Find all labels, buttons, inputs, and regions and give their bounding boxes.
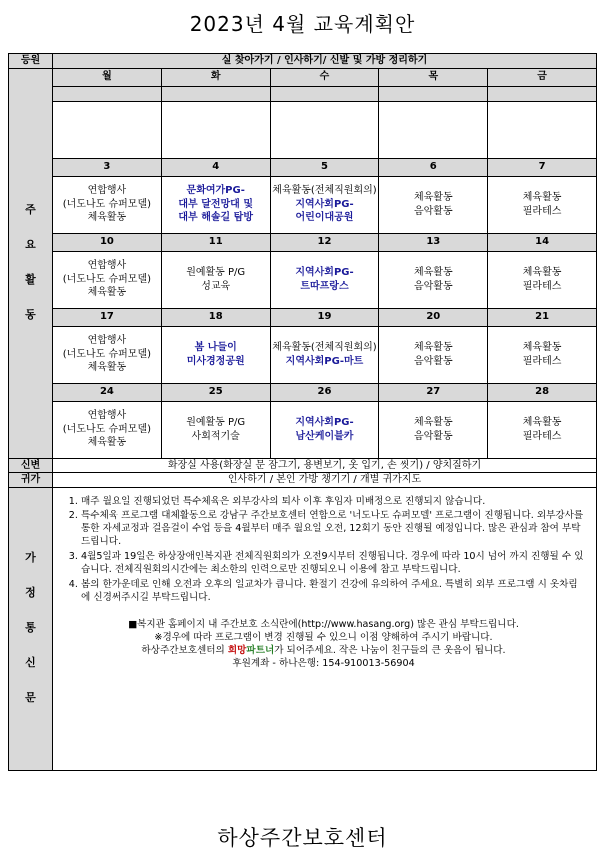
blank-activity-cell — [53, 101, 162, 158]
activity-cell — [379, 326, 488, 383]
activity-line: 체육활동 — [87, 437, 127, 449]
activity-line: 체육활동 — [522, 192, 562, 203]
activity-line: 성교육 — [201, 280, 231, 292]
activity-line: 체육활동 — [87, 287, 127, 299]
activity-cell — [488, 401, 597, 458]
activity-cell — [270, 176, 379, 233]
note-item: 1. 매주 월요일 진행되었던 특수체육은 외부강사의 퇴사 이후 후임자 미배정으로 진행되지 않습니다. — [81, 496, 586, 509]
date-cell: 7 — [488, 158, 597, 176]
blank-date-cell — [379, 86, 488, 101]
date-cell: 4 — [161, 158, 270, 176]
activity-cell — [270, 251, 379, 308]
blank-date-cell — [488, 86, 597, 101]
activity-line: 연합행사 — [87, 410, 127, 422]
activity-line: 음악활동 — [413, 205, 453, 217]
donation-account: 후원계좌 - 하나은행: 154-910013-56904 — [232, 657, 415, 669]
weekday-header: 화 — [161, 68, 270, 86]
center-name-footer: 하상주간보호센터 — [217, 826, 388, 850]
activity-line: (너도나도 슈퍼모델) — [62, 348, 152, 360]
activity-line: 봄 나들이 — [194, 342, 237, 353]
note-item: 4. 봄의 한가운데로 인해 오전과 오후의 일교차가 큽니다. 환절기 건강에 유의하여 주세요. 특별히 외부 프로그램 시 옷차림에 신경써주시길 부탁드립니다. — [81, 579, 586, 605]
activity-line: 필라테스 — [522, 280, 562, 292]
blank-activity-cell — [379, 101, 488, 158]
activity-line: 트따프랑스 — [300, 280, 349, 292]
activity-line: (너도나도 슈퍼모델) — [62, 198, 152, 210]
activity-line: 체육활동(전체직원회의) — [272, 342, 377, 353]
date-cell: 19 — [270, 308, 379, 326]
activity-line: (너도나도 슈퍼모델) — [62, 273, 152, 285]
blank-date-cell — [53, 86, 162, 101]
activity-line: 대부 해솔길 탐방 — [178, 212, 253, 224]
blank-activity-cell — [488, 101, 597, 158]
hope-partner-note: 하상주간보호센터의 희망파트너가 되어주세요. 작은 나눔이 친구들의 큰 웃음이 됩니다. — [141, 644, 506, 656]
activity-line: 연합행사 — [87, 260, 127, 272]
date-cell: 10 — [53, 233, 162, 251]
date-cell: 21 — [488, 308, 597, 326]
date-cell: 14 — [488, 233, 597, 251]
date-cell: 28 — [488, 383, 597, 401]
activity-line: 지역사회PG- — [295, 417, 354, 428]
activity-line: 체육활동 — [522, 267, 562, 278]
main-activity-label: 주 요 활 동 — [9, 68, 53, 458]
arrival-text: 실 찾아가기 / 인사하기/ 신발 및 가방 정리하기 — [53, 54, 597, 69]
activity-line: 남산케이블카 — [295, 430, 354, 442]
weekday-header: 목 — [379, 68, 488, 86]
weekday-header: 월 — [53, 68, 162, 86]
activity-line: 음악활동 — [413, 355, 453, 367]
date-cell: 11 — [161, 233, 270, 251]
activity-cell — [53, 251, 162, 308]
weekday-header: 금 — [488, 68, 597, 86]
activity-cell — [161, 401, 270, 458]
blank-date-cell — [161, 86, 270, 101]
activity-line: 연합행사 — [87, 185, 127, 197]
activity-line: 체육활동 — [87, 212, 127, 224]
date-cell: 5 — [270, 158, 379, 176]
activity-line-highlight: 지역사회PG-마트 — [285, 355, 364, 367]
activity-line: 연합행사 — [87, 335, 127, 347]
blank-date-cell — [270, 86, 379, 101]
activity-cell — [270, 401, 379, 458]
date-cell: 3 — [53, 158, 162, 176]
activity-cell — [488, 251, 597, 308]
activity-line: 필라테스 — [522, 430, 562, 442]
newsletter-content — [53, 487, 597, 770]
activity-line: (너도나도 슈퍼모델) — [62, 423, 152, 435]
homepage-note: ■복지관 홈페이지 내 주간보호 소식란에(http://www.hasang.org) 많은 관심 부탁드립니다. — [128, 619, 519, 630]
blank-activity-cell — [161, 101, 270, 158]
date-cell: 13 — [379, 233, 488, 251]
date-cell: 27 — [379, 383, 488, 401]
education-plan-table — [8, 53, 597, 771]
activity-cell — [488, 176, 597, 233]
date-cell: 18 — [161, 308, 270, 326]
activity-line: 체육활동 — [522, 342, 562, 353]
activity-line: 문화여가PG- — [186, 185, 245, 197]
date-cell: 20 — [379, 308, 488, 326]
activity-line: 체육활동 — [413, 342, 453, 353]
activity-cell — [379, 176, 488, 233]
activity-line: 음악활동 — [413, 280, 453, 292]
activity-cell — [53, 176, 162, 233]
activity-line: 체육활동 — [87, 362, 127, 374]
activity-line: 음악활동 — [413, 430, 453, 442]
date-cell: 24 — [53, 383, 162, 401]
activity-line: 체육활동 — [413, 417, 453, 428]
date-cell: 17 — [53, 308, 162, 326]
arrival-label: 등원 — [9, 54, 53, 69]
departure-text: 화장실 사용(화장실 문 잠그기, 용변보기, 옷 입기, 손 씻기) / 양치질하기 — [53, 458, 597, 473]
activity-cell — [161, 326, 270, 383]
activity-line: 미사경정공원 — [186, 355, 245, 367]
activity-line: 지역사회PG- — [295, 267, 354, 278]
date-cell: 6 — [379, 158, 488, 176]
blank-activity-cell — [270, 101, 379, 158]
going-home-text: 인사하기 / 본인 가방 챙기기 / 개별 귀가지도 — [53, 473, 597, 488]
activity-line: 필라테스 — [522, 355, 562, 367]
going-home-label: 귀가 — [9, 473, 53, 488]
activity-line: 원예활동 P/G — [186, 417, 246, 428]
date-cell: 26 — [270, 383, 379, 401]
activity-line: 대부 달전망대 및 — [178, 198, 253, 210]
departure-label: 신변 — [9, 458, 53, 473]
document-title: 2023년 4월 교육계획안 — [189, 12, 416, 36]
activity-line: 체육활동(전체직원회의) — [272, 185, 377, 197]
change-note: ※경우에 따라 프로그램이 변경 진행될 수 있으니 이점 양해하여 주시기 바랍니다. — [154, 631, 493, 643]
activity-line-highlight: 지역사회PG- — [295, 198, 354, 210]
activity-cell — [270, 326, 379, 383]
activity-cell — [488, 326, 597, 383]
notes-list — [61, 496, 586, 606]
activity-cell — [53, 326, 162, 383]
activity-cell — [53, 401, 162, 458]
weekday-header: 수 — [270, 68, 379, 86]
date-cell: 25 — [161, 383, 270, 401]
activity-cell — [161, 251, 270, 308]
activity-line: 원예활동 P/G — [186, 267, 246, 278]
note-item: 3. 4월5일과 19일은 하상장애인복지관 전체직원회의가 오전9시부터 진행됩니다. 경우에 따라 10시 넘어 까지 진행될 수 있습니다. 전체직원회의시간에는 최소한의 인력으로만 진행되오니 이용에 참고 부탁드립니다. — [81, 551, 586, 577]
activity-line: 필라테스 — [522, 205, 562, 217]
activity-line: 사회적기술 — [191, 430, 240, 442]
note-item: 2. 특수체육 프로그램 대체활동으로 강남구 주간보호센터 연합으로 '너도나도 슈퍼모델' 프로그램이 진행됩니다. 외부강사를 통한 자세교정과 걸음걸이 수업 등을 4월부터 매주 월요일 오전, 12회기 동안 진행될 예정입니다. 많은 관심과 참여 부탁드립니다. — [81, 510, 586, 549]
activity-cell — [379, 401, 488, 458]
activity-cell — [161, 176, 270, 233]
newsletter-label: 가 정 통 신 문 — [9, 487, 53, 770]
date-cell: 12 — [270, 233, 379, 251]
activity-line-highlight: 어린이대공원 — [295, 212, 354, 224]
activity-cell — [379, 251, 488, 308]
activity-line: 체육활동 — [413, 192, 453, 203]
activity-line: 체육활동 — [522, 417, 562, 428]
activity-line: 체육활동 — [413, 267, 453, 278]
